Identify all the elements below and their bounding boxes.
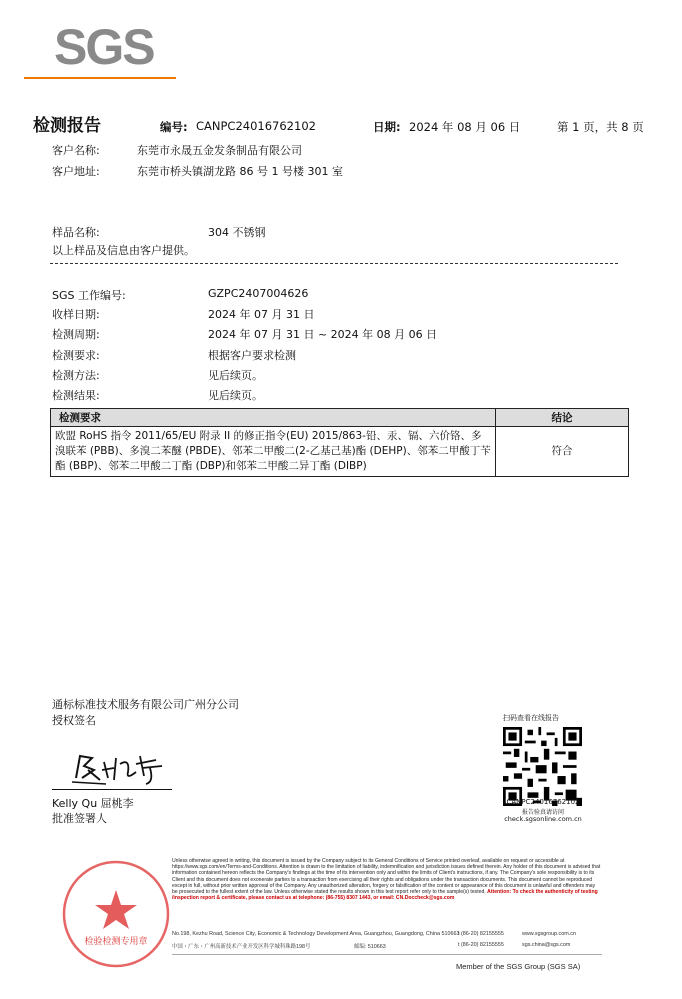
report-title: 检测报告 xyxy=(33,116,101,136)
qr-scan-text: 扫码查看在线报告 xyxy=(503,714,559,722)
signer-name: Kelly Qu 屈桃李 xyxy=(52,797,134,810)
footer-tel-1: t (86-20) 82155555 xyxy=(458,931,504,937)
report-date: 2024 年 08 月 06 日 xyxy=(409,120,521,134)
footer-tel-2: t (86-20) 82155555 xyxy=(458,942,504,948)
footer-address-cn: 中国・广东・广州高新技术产业开发区科学城科珠路198号 xyxy=(172,944,311,950)
qr-verify-hint: 报告验真请访问 xyxy=(521,809,564,816)
footer-email[interactable]: sgs.china@sgs.com xyxy=(522,942,571,948)
approver-label: 批准签署人 xyxy=(52,812,107,825)
results-table xyxy=(50,408,629,477)
authorized-signature-label: 授权签名 xyxy=(52,714,96,727)
section-divider xyxy=(50,263,618,264)
test-period: 2024 年 07 月 31 日 ~ 2024 年 08 月 06 日 xyxy=(208,328,438,341)
company-seal xyxy=(60,858,172,970)
job-number-label: SGS 工作编号: xyxy=(52,289,126,302)
footer-website[interactable]: www.sgsgroup.com.cn xyxy=(522,931,576,937)
footer-divider xyxy=(172,954,602,955)
sample-note: 以上样品及信息由客户提供。 xyxy=(52,244,195,257)
requirement-cell: 欧盟 RoHS 指令 2011/65/EU 附录 II 的修正指令(EU) 2015/863-铅、汞、镉、六价铬、多溴联苯 (PBB)、多溴二苯醚 (PBDE)、邻苯二甲酸二(2-乙基己基)酯 (DEHP)、邻苯二甲酸丁苄酯 (BBP)、邻苯二甲酸二丁酯 (DBP)和邻苯二甲酸二异丁酯 (DIBP) xyxy=(51,427,496,477)
terms-fine-print xyxy=(172,858,602,901)
table-header-row xyxy=(51,409,629,427)
issuing-company: 通标标准技术服务有限公司广州分公司 xyxy=(52,698,239,711)
handwritten-signature xyxy=(70,748,170,788)
client-name-label: 客户名称: xyxy=(52,144,100,157)
test-result-label: 检测结果: xyxy=(52,389,100,402)
received-date-label: 收样日期: xyxy=(52,308,100,321)
qr-verify-site[interactable]: check.sgsonline.com.cn xyxy=(504,815,582,823)
client-name: 东莞市永晟五金发条制品有限公司 xyxy=(137,144,302,157)
report-number-label: 编号: xyxy=(160,120,188,134)
authenticity-notice: Attention: To check the authenticity of testing /inspection report & certificate, please contact us at telephone: (86-755) 8307 1443, or email: CN.Doccheck@sgs.com xyxy=(172,889,598,902)
table-row xyxy=(51,427,629,477)
test-request-label: 检测要求: xyxy=(52,349,100,362)
seal-center-text: 检验检测专用章 xyxy=(84,937,148,947)
col-conclusion-header: 结论 xyxy=(496,409,629,427)
page-indicator: 第 1 页，共 8 页 xyxy=(557,120,644,134)
report-number: CANPC24016762102 xyxy=(196,119,316,133)
test-period-label: 检测周期: xyxy=(52,328,100,341)
col-requirement-header: 检测要求 xyxy=(51,409,496,427)
report-date-label: 日期: xyxy=(373,120,401,134)
qr-report-code: CANPC24016762102 xyxy=(506,798,580,806)
test-method: 见后续页。 xyxy=(208,369,263,382)
client-address-label: 客户地址: xyxy=(52,165,100,178)
test-result: 见后续页。 xyxy=(208,389,263,402)
sgs-member-text: Member of the SGS Group (SGS SA) xyxy=(456,962,581,971)
test-method-label: 检测方法: xyxy=(52,369,100,382)
test-request: 根据客户要求检测 xyxy=(208,349,296,362)
footer-address-en: No.198, Kezhu Road, Science City, Economic & Technology Development Area, Guangzhou, Guangdong, China 510663 xyxy=(172,931,460,937)
terms-text: Unless otherwise agreed in writing, this document is issued by the Company subject to its General Conditions of Service printed overleaf, available on request or accessible at https://www.sgs.com/en/Terms-and-Conditions. Attention is drawn to the limitation of liability, indemnification and jurisdiction issues defined therein. Any holder of this document is advised that information contained hereon reflects the Company's findings at the time of its intervention only and within the limits of Client's instructions, if any. The Company's sole responsibility is to its Client and this document does not exonerate parties to a transaction from exercising all their rights and obligations under the transaction documents. This document cannot be reproduced except in full, without prior written approval of the Company. Any unauthorized alteration, forgery or falsification of the content or appearance of this document is unlawful and offenders may be prosecuted to the fullest extent of the law. Unless otherwise stated the results shown in this test report refer only to the sample(s) tested. xyxy=(172,858,601,896)
sample-name-label: 样品名称: xyxy=(52,226,100,239)
sample-name: 304 不锈钢 xyxy=(208,226,266,239)
conclusion-cell: 符合 xyxy=(496,427,629,477)
footer-postcode: 邮编: 510663 xyxy=(354,944,386,950)
signature-line xyxy=(52,789,172,790)
qr-code-icon[interactable] xyxy=(503,727,582,806)
logo-underline xyxy=(24,77,176,79)
job-number: GZPC2407004626 xyxy=(208,287,309,300)
received-date: 2024 年 07 月 31 日 xyxy=(208,308,315,321)
client-address: 东莞市桥头镇湖龙路 86 号 1 号楼 301 室 xyxy=(137,165,343,178)
sgs-logo: SGS xyxy=(54,19,154,75)
